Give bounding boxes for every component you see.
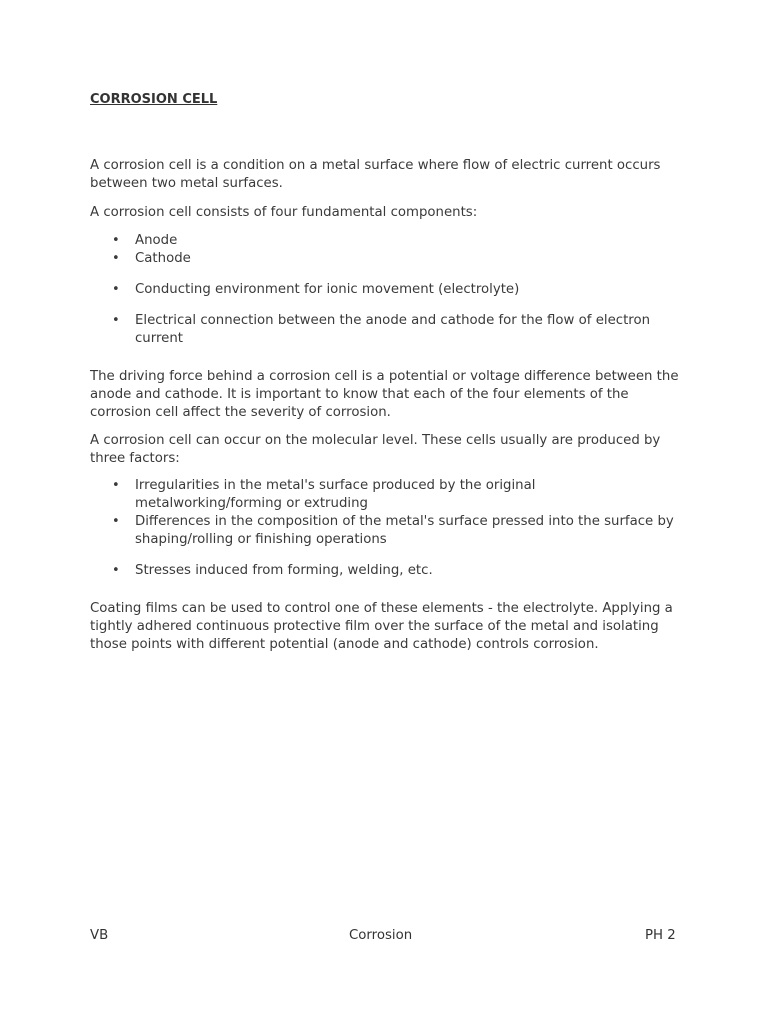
footer-right: PH 2 xyxy=(645,928,676,943)
driving-force-paragraph: The driving force behind a corrosion cell is a potential or voltage difference between the anode and cathode. It is important to know that each of the four elements of the corrosion cell affect the severity of corrosion. xyxy=(90,369,679,420)
list-item: • Stresses induced from forming, welding, etc. xyxy=(90,562,680,580)
footer-left: VB xyxy=(90,928,109,943)
components-list xyxy=(90,232,680,348)
list-item: • Irregularities in the metal's surface produced by the original metalworking/forming or extruding xyxy=(90,477,680,513)
footer-center: Corrosion xyxy=(349,928,413,943)
list-item: • Conducting environment for ionic movement (electrolyte) xyxy=(90,281,680,299)
coating-films-paragraph: Coating films can be used to control one of these elements - the electrolyte. Applying a tightly adhered continuous protective film over the surface of the metal and isolating those points with different potential (anode and cathode) controls corrosion. xyxy=(90,601,673,652)
list-item: • Anode xyxy=(90,232,680,250)
molecular-level-paragraph: A corrosion cell can occur on the molecular level. These cells usually are produced by three factors: xyxy=(90,433,661,466)
document-title: CORROSION CELL xyxy=(90,92,218,107)
list-item: • Differences in the composition of the metal's surface pressed into the surface by shaping/rolling or finishing operations xyxy=(90,513,680,549)
list-item: • Electrical connection between the anode and cathode for the flow of electron current xyxy=(90,312,680,348)
list-item: • Cathode xyxy=(90,250,680,268)
intro-paragraph: A corrosion cell is a condition on a metal surface where flow of electric current occurs between two metal surfaces. xyxy=(90,158,661,191)
factors-list xyxy=(90,477,680,580)
components-intro: A corrosion cell consists of four fundamental components: xyxy=(90,205,478,220)
